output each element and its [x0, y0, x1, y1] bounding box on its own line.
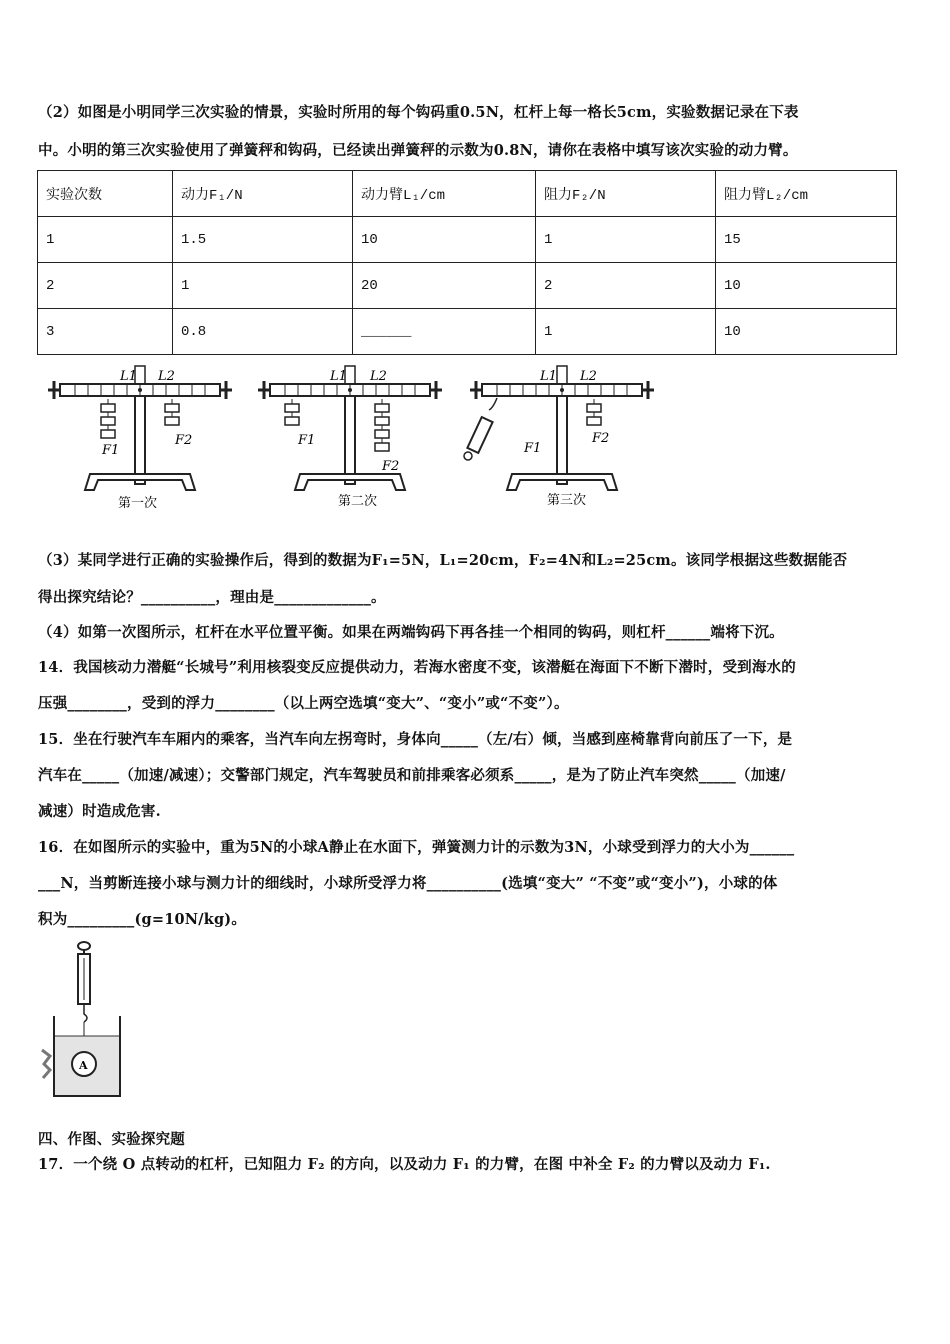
q15-line2: 汽车在_____（加速/减速）；交警部门规定，汽车驾驶员和前排乘客必须系_____，是为了防止汽车突然_____（加速/	[38, 767, 786, 784]
q17: 17．一个绕 O 点转动的杠杆，已知阻力 F₂ 的方向，以及动力 F₁ 的力臂，在图 中补全 F₂ 的力臂以及动力 F₁.	[38, 1156, 771, 1173]
q16-line1: 16．在如图所示的实验中，重为5N的小球A静止在水面下，弹簧测力计的示数为3N，小球受到浮力的大小为______	[38, 839, 795, 856]
section-heading: 四、作图、实验探究题	[38, 1131, 185, 1148]
table-header-row	[38, 171, 897, 217]
table-cell: 10	[716, 309, 897, 355]
lever-stand	[345, 396, 355, 484]
q13-2-line1: （2）如图是小明同学三次实验的情景，实验时所用的每个钩码重0.5N，杠杆上每一格长5cm，实验数据记录在下表	[38, 104, 799, 121]
figure-caption: 第二次	[338, 494, 378, 509]
q16-line2: ___N，当剪断连接小球与测力计的细线时，小球所受浮力将__________(选填“变大” “不变”或“变小”)，小球的体	[38, 875, 778, 892]
table-cell: 0.8	[173, 309, 353, 355]
hook-weight	[285, 404, 299, 412]
figure-caption: 第一次	[118, 496, 158, 511]
experiment-table	[37, 170, 897, 355]
q16-line3: 积为_________(g=10N/kg)。	[38, 911, 247, 928]
hook-weight	[285, 417, 299, 425]
table-header-cell: 阻力F₂/N	[536, 171, 716, 217]
q13-3-line2: 得出探究结论？__________，理由是_____________。	[38, 589, 386, 606]
label-f1: F1	[524, 441, 542, 456]
table-cell: 10	[353, 217, 536, 263]
label-l1: L1	[540, 369, 557, 384]
table-cell: 2	[38, 263, 173, 309]
table-row	[38, 217, 897, 263]
q15-line3: 减速）时造成危害.	[38, 803, 161, 820]
table-cell: 1	[536, 309, 716, 355]
hook-weight	[101, 404, 115, 412]
lever-stand	[557, 396, 567, 484]
lever-stand	[135, 396, 145, 484]
q13-3-line1: （3）某同学进行正确的实验操作后，得到的数据为F₁=5N，L₁=20cm，F₂=4N和L₂=25cm。该同学根据这些数据能否	[38, 552, 848, 569]
table-header-cell: 阻力臂L₂/cm	[716, 171, 897, 217]
q14-line1: 14．我国核动力潜艇“长城号”利用核裂变反应提供动力，若海水密度不变，该潜艇在海面下不断下潜时，受到海水的	[38, 659, 796, 676]
table-cell: 1	[173, 263, 353, 309]
q13-2-line2: 中。小明的第三次实验使用了弹簧秤和钩码，已经读出弹簧秤的示数为0.8N，请你在表格中填写该次实验的动力臂。	[38, 142, 798, 159]
hook-weight	[375, 443, 389, 451]
q15-line1: 15．坐在行驶汽车车厢内的乘客，当汽车向左拐弯时，身体向_____（左/右）倾，当感到座椅靠背向前压了一下，是	[38, 731, 793, 748]
table-cell: 1	[536, 217, 716, 263]
hook-weight	[101, 417, 115, 425]
table-header-cell: 实验次数	[38, 171, 173, 217]
label-l2: L2	[580, 369, 597, 384]
pivot-point	[138, 388, 142, 392]
table-row	[38, 309, 897, 355]
q14-line2: 压强________，受到的浮力________（以上两空选填“变大”、“变小”或“不变”）。	[38, 695, 569, 712]
label-f2: F2	[382, 459, 400, 474]
pivot-point	[560, 388, 564, 392]
lever-figures	[40, 362, 680, 522]
pivot-point	[348, 388, 352, 392]
spring-balance	[467, 417, 492, 453]
table-row	[38, 263, 897, 309]
table-cell: 20	[353, 263, 536, 309]
label-l2: L2	[370, 369, 387, 384]
table-cell: 2	[536, 263, 716, 309]
hook-weight	[375, 430, 389, 438]
hook-weight	[165, 417, 179, 425]
q13-4: （4）如第一次图所示，杠杆在水平位置平衡。如果在两端钩码下再各挂一个相同的钩码，则杠杆______端将下沉。	[38, 624, 784, 641]
table-cell: 10	[716, 263, 897, 309]
table-header-cell: 动力F₁/N	[173, 171, 353, 217]
table-cell: 15	[716, 217, 897, 263]
hook-weight	[587, 417, 601, 425]
label-f2: F2	[175, 433, 193, 448]
hook-weight	[101, 430, 115, 438]
hook-weight	[375, 404, 389, 412]
label-f1: F1	[102, 443, 120, 458]
label-l2: L2	[158, 369, 175, 384]
table-header-cell: 动力臂L₁/cm	[353, 171, 536, 217]
label-f2: F2	[592, 431, 610, 446]
hook-weight	[587, 404, 601, 412]
table-cell: 1.5	[173, 217, 353, 263]
figure-caption: 第三次	[547, 493, 587, 508]
spring-scale-figure	[40, 938, 130, 1108]
label-l1: L1	[330, 369, 347, 384]
label-l1: L1	[120, 369, 137, 384]
hook-weight	[375, 417, 389, 425]
table-cell: 1	[38, 217, 173, 263]
label-f1: F1	[298, 433, 316, 448]
lever-post-top	[557, 366, 567, 384]
table-cell[interactable]: ______	[353, 309, 536, 355]
hook-weight	[165, 404, 179, 412]
table-cell: 3	[38, 309, 173, 355]
ball-label: A	[79, 1059, 88, 1072]
